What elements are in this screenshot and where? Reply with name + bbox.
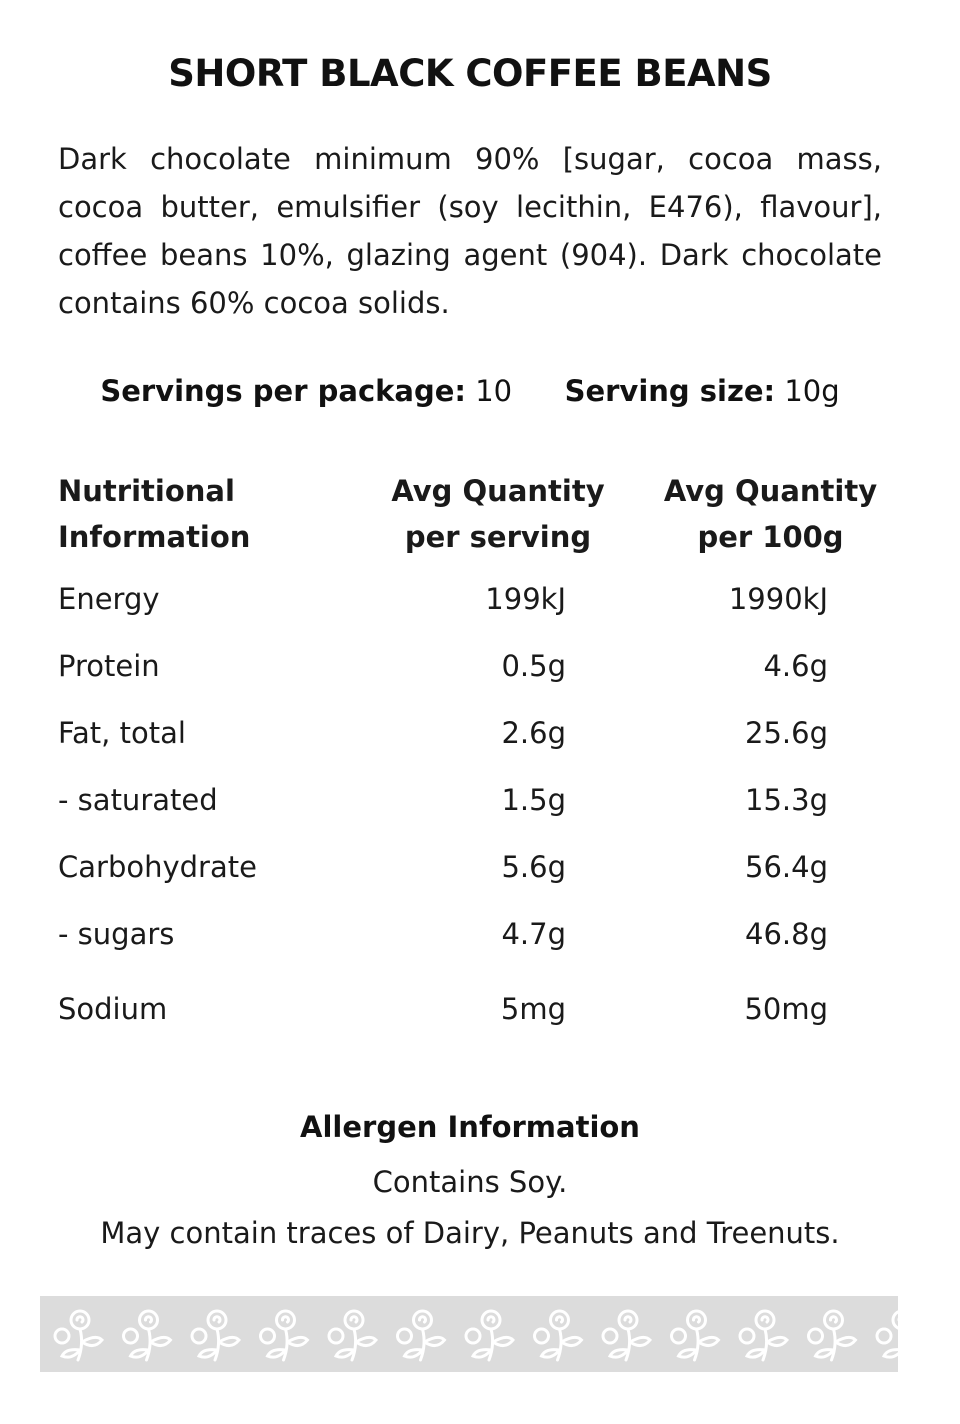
per-serving-value: 5.6g — [501, 850, 566, 884]
servings-info — [0, 374, 940, 408]
header-per-100g: Avg Quantity per 100g — [663, 474, 878, 554]
nutrient-name: - sugars — [58, 917, 175, 951]
rose-icon — [192, 1311, 239, 1360]
per-serving-value: 0.5g — [501, 649, 566, 683]
rose-icon — [877, 1311, 898, 1360]
per-100g-value: 50mg — [744, 992, 828, 1026]
rose-icon — [672, 1311, 719, 1360]
rose-icon — [261, 1311, 308, 1360]
per-100g-value: 4.6g — [763, 649, 828, 683]
per-100g-value: 15.3g — [745, 783, 828, 817]
header-per-serving: Avg Quantity per serving — [391, 474, 605, 554]
serving-size-value: 10g — [784, 374, 840, 408]
nutrition-table-header — [58, 468, 888, 566]
rose-icon — [124, 1311, 171, 1360]
rose-icon — [466, 1311, 513, 1360]
rose-icon — [535, 1311, 582, 1360]
product-title: SHORT BLACK COFFEE BEANS — [168, 52, 772, 95]
servings-per-package-label: Servings per package: — [100, 374, 467, 408]
rose-icon — [740, 1311, 787, 1360]
nutrient-name: Protein — [58, 649, 160, 683]
ingredients-text: Dark chocolate minimum 90% [sugar, cocoa mass, cocoa butter, emulsifier (soy lecithin, E476), flavour], coffee beans 10%, glazing agent (904). Dark chocolate contains 60% cocoa solids. — [58, 142, 882, 320]
per-serving-value: 4.7g — [501, 917, 566, 951]
per-serving-value: 2.6g — [501, 716, 566, 750]
nutrient-name: Carbohydrate — [58, 850, 257, 884]
table-row — [58, 566, 888, 633]
rose-icon — [603, 1311, 650, 1360]
table-row — [58, 901, 888, 968]
rose-icon — [329, 1311, 376, 1360]
nutrient-name: Fat, total — [58, 716, 186, 750]
table-row — [58, 767, 888, 834]
allergen-may-contain: May contain traces of Dairy, Peanuts and Treenuts. — [100, 1216, 840, 1250]
nutrient-name: - saturated — [58, 783, 218, 817]
nutrition-table — [58, 468, 888, 1043]
header-nutritional-information: Nutritional Information — [58, 474, 251, 554]
servings-per-package-value: 10 — [475, 374, 513, 408]
rose-icon — [398, 1311, 445, 1360]
per-100g-value: 1990kJ — [728, 582, 828, 616]
rose-icon — [55, 1311, 102, 1360]
rose-icon — [809, 1311, 856, 1360]
per-100g-value: 56.4g — [745, 850, 828, 884]
per-serving-value: 5mg — [500, 992, 566, 1026]
nutrient-name: Energy — [58, 582, 160, 616]
per-serving-value: 1.5g — [501, 783, 566, 817]
allergen-title: Allergen Information — [300, 1110, 640, 1144]
allergen-contains: Contains Soy. — [372, 1165, 568, 1199]
table-row — [58, 968, 888, 1043]
per-100g-value: 46.8g — [745, 917, 828, 951]
floral-border — [40, 1296, 898, 1372]
table-row — [58, 633, 888, 700]
serving-size-label: Serving size: — [564, 374, 776, 408]
table-row — [58, 834, 888, 901]
nutrient-name: Sodium — [58, 992, 168, 1026]
rose-icon — [40, 1296, 898, 1372]
per-serving-value: 199kJ — [485, 582, 566, 616]
per-100g-value: 25.6g — [745, 716, 828, 750]
table-row — [58, 700, 888, 767]
